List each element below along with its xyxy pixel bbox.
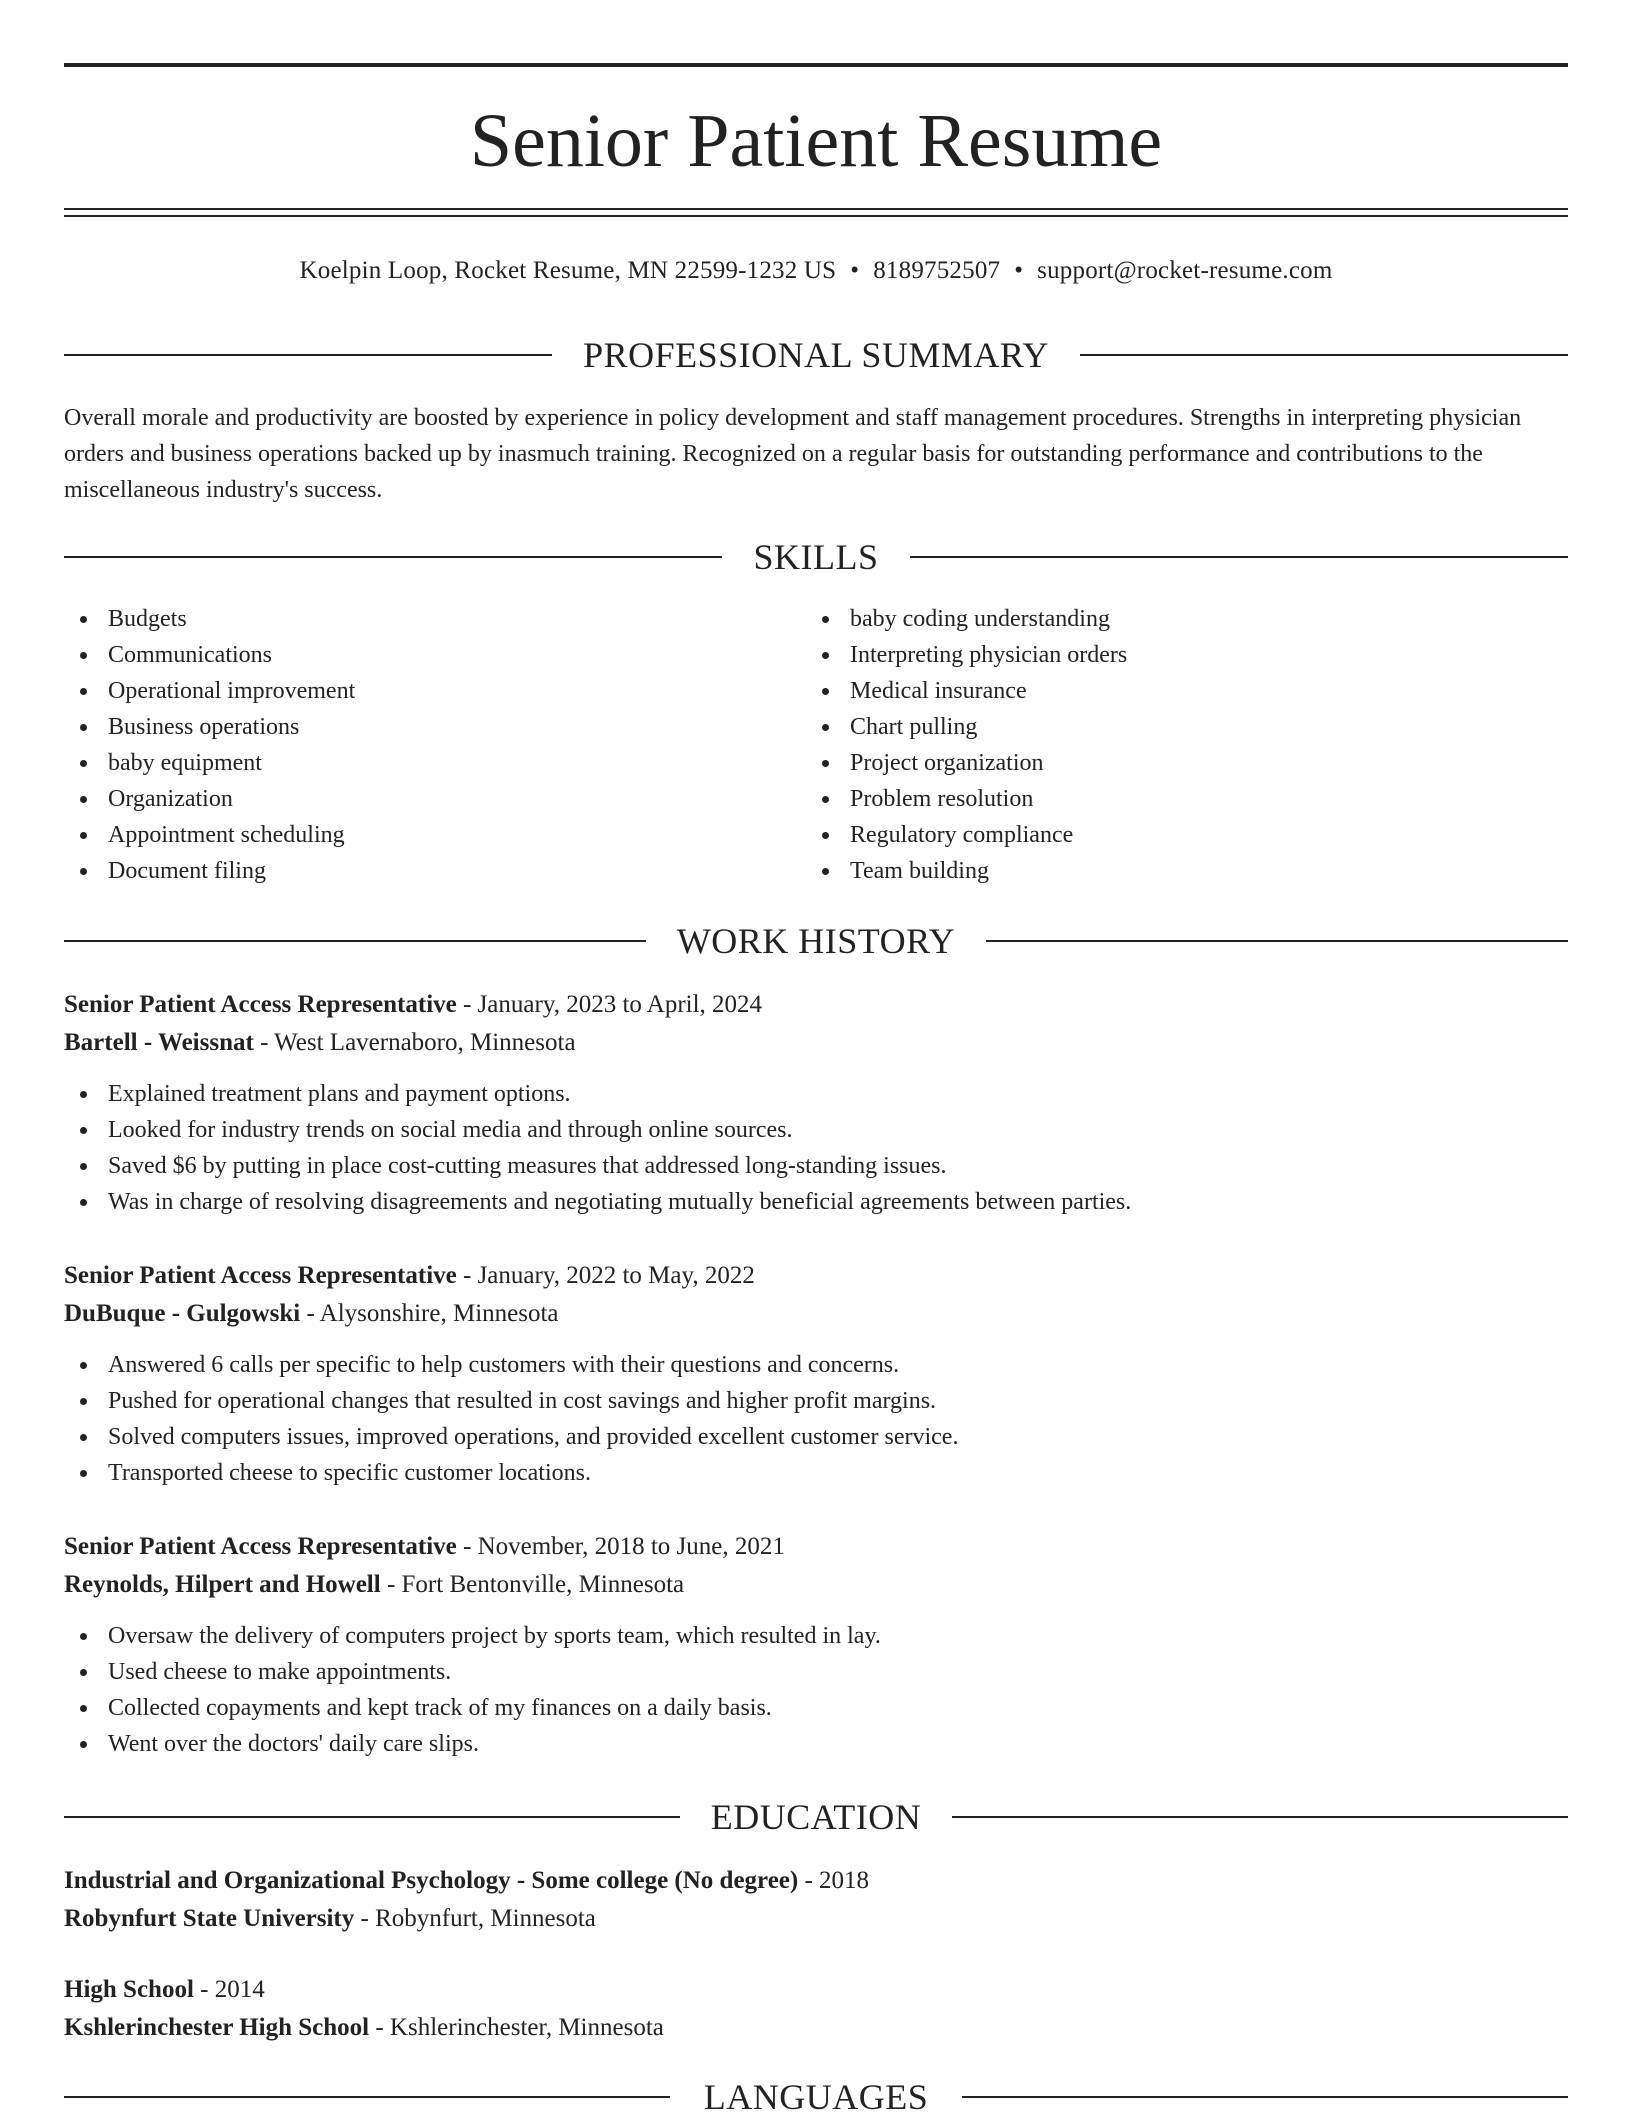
job-bullet: Answered 6 calls per specific to help customers with their questions and concerns. xyxy=(64,1347,1568,1383)
company-name: Reynolds, Hilpert and Howell xyxy=(64,1571,381,1598)
job-bullet: Saved $6 by putting in place cost-cutting measures that addressed long-standing issues. xyxy=(64,1148,1568,1184)
contact-email: support@rocket-resume.com xyxy=(1037,257,1333,284)
top-rule xyxy=(64,63,1568,67)
education-entry xyxy=(64,1862,1568,1938)
section-title-skills: SKILLS xyxy=(753,537,879,577)
skills-list-left xyxy=(64,601,764,889)
resume-title: Senior Patient Resume xyxy=(469,99,1163,183)
section-title-summary: PROFESSIONAL SUMMARY xyxy=(583,335,1049,375)
skill-item: Interpreting physician orders xyxy=(806,637,1506,673)
skill-item: Appointment scheduling xyxy=(64,817,764,853)
job-bullet: Solved computers issues, improved operations, and provided excellent customer service. xyxy=(64,1419,1568,1455)
summary-text: Overall morale and productivity are boosted by experience in policy development and staff management procedures. Strengths in interpreting physician orders and business operations backed up by inasmuch training. Recognized on a regular basis for outstanding performance and contributions to the miscellaneous industry's success. xyxy=(64,405,1522,503)
education-entry xyxy=(64,1971,1568,2047)
section-header-work xyxy=(64,916,1568,966)
section-header-languages xyxy=(64,2072,1568,2122)
skills-list-right xyxy=(806,601,1506,889)
job-dates: - January, 2023 to April, 2024 xyxy=(456,991,763,1018)
section-header-summary xyxy=(64,330,1568,380)
work-entry xyxy=(64,1257,1568,1491)
job-bullets xyxy=(64,1076,1568,1220)
skill-item: Document filing xyxy=(64,853,764,889)
title-rule-upper xyxy=(64,208,1568,210)
skill-item: Project organization xyxy=(806,745,1506,781)
job-dates: - January, 2022 to May, 2022 xyxy=(456,1262,755,1289)
company-location: - West Lavernaboro, Minnesota xyxy=(253,1029,576,1056)
company-location: - Alysonshire, Minnesota xyxy=(300,1300,559,1327)
contact-address: Koelpin Loop, Rocket Resume, MN 22599-1232 US xyxy=(299,257,837,284)
job-bullet: Oversaw the delivery of computers project by sports team, which resulted in lay. xyxy=(64,1618,1568,1654)
skill-item: Problem resolution xyxy=(806,781,1506,817)
skill-item: Organization xyxy=(64,781,764,817)
job-bullet: Transported cheese to specific customer locations. xyxy=(64,1455,1568,1491)
job-bullets xyxy=(64,1618,1568,1762)
contact-line xyxy=(0,254,1632,288)
skill-item: Communications xyxy=(64,637,764,673)
skill-item: baby equipment xyxy=(64,745,764,781)
job-bullet: Used cheese to make appointments. xyxy=(64,1654,1568,1690)
job-bullet: Went over the doctors' daily care slips. xyxy=(64,1726,1568,1762)
school-location: - Kshlerinchester, Minnesota xyxy=(369,2014,664,2041)
job-bullet: Pushed for operational changes that resulted in cost savings and higher profit margins. xyxy=(64,1383,1568,1419)
skill-item: Medical insurance xyxy=(806,673,1506,709)
skill-item: Budgets xyxy=(64,601,764,637)
school-name: Kshlerinchester High School xyxy=(64,2014,370,2041)
contact-separator: • xyxy=(1014,257,1024,284)
company-name: DuBuque - Gulgowski xyxy=(64,1300,301,1327)
skill-item: Team building xyxy=(806,853,1506,889)
skill-item: Regulatory compliance xyxy=(806,817,1506,853)
title-rule-lower xyxy=(64,215,1568,217)
job-title: Senior Patient Access Representative xyxy=(64,1262,457,1289)
job-bullet: Looked for industry trends on social media and through online sources. xyxy=(64,1112,1568,1148)
job-title: Senior Patient Access Representative xyxy=(64,991,457,1018)
job-bullet: Collected copayments and kept track of my finances on a daily basis. xyxy=(64,1690,1568,1726)
section-header-education xyxy=(64,1792,1568,1842)
degree-year: - 2018 xyxy=(798,1867,870,1894)
skill-item: Operational improvement xyxy=(64,673,764,709)
job-bullets xyxy=(64,1347,1568,1491)
contact-phone: 8189752507 xyxy=(873,257,1001,284)
work-entry xyxy=(64,1528,1568,1762)
degree-year: - 2014 xyxy=(193,1976,265,2003)
section-title-languages: LANGUAGES xyxy=(703,2077,929,2117)
job-dates: - November, 2018 to June, 2021 xyxy=(456,1533,785,1560)
section-header-skills xyxy=(64,532,1568,582)
work-entry xyxy=(64,986,1568,1220)
skill-item: Chart pulling xyxy=(806,709,1506,745)
company-location: - Fort Bentonville, Minnesota xyxy=(380,1571,685,1598)
company-name: Bartell - Weissnat xyxy=(64,1029,254,1056)
skill-item: Business operations xyxy=(64,709,764,745)
section-title-education: EDUCATION xyxy=(710,1797,922,1837)
school-name: Robynfurt State University xyxy=(64,1905,355,1932)
school-location: - Robynfurt, Minnesota xyxy=(354,1905,596,1932)
section-title-work: WORK HISTORY xyxy=(676,921,956,961)
job-title: Senior Patient Access Representative xyxy=(64,1533,457,1560)
job-bullet: Was in charge of resolving disagreements and negotiating mutually beneficial agreements between parties. xyxy=(64,1184,1568,1220)
job-bullet: Explained treatment plans and payment options. xyxy=(64,1076,1568,1112)
degree-name: Industrial and Organizational Psychology - Some college (No degree) xyxy=(64,1867,799,1894)
degree-name: High School xyxy=(64,1976,194,2003)
skill-item: baby coding understanding xyxy=(806,601,1506,637)
contact-separator: • xyxy=(850,257,860,284)
